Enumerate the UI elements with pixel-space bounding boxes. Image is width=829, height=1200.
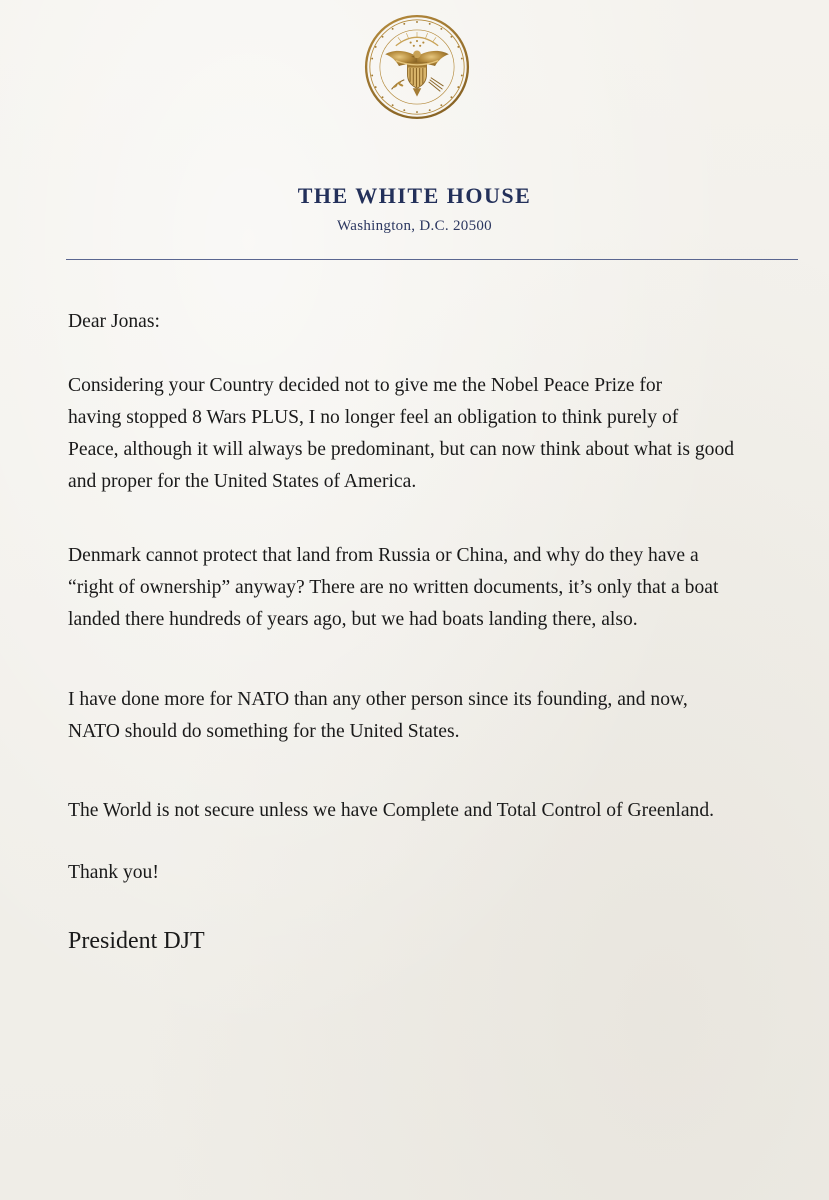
- paragraph-line: I have done more for NATO than any other person since its founding, and now,: [68, 689, 688, 710]
- paragraph-line: “right of ownership” anyway? There are no written documents, it’s only that a boat: [68, 577, 719, 598]
- closing: [68, 857, 788, 889]
- paragraph-1: [68, 370, 788, 498]
- closing-line: Thank you!: [68, 862, 159, 883]
- paragraph-line: The World is not secure unless we have Complete and Total Control of Greenland.: [68, 800, 715, 821]
- paragraph-3: [68, 684, 788, 748]
- paragraph-4: [68, 795, 788, 827]
- paragraph-line: Peace, although it will always be predominant, but can now think about what is good: [68, 439, 735, 460]
- paragraph-line: Considering your Country decided not to give me the Nobel Peace Prize for: [68, 375, 663, 396]
- paragraph-line: NATO should do something for the United States.: [68, 721, 460, 742]
- signature: President DJT: [68, 928, 205, 954]
- letterhead-address: Washington, D.C. 20500: [337, 218, 492, 234]
- paragraph-line: Denmark cannot protect that land from Russia or China, and why do they have a: [68, 545, 699, 566]
- paragraph-2: [68, 540, 788, 636]
- presidential-seal-icon: [364, 14, 470, 120]
- salutation: [68, 306, 788, 338]
- letterhead-title: THE WHITE HOUSE: [297, 183, 532, 208]
- paragraph-line: and proper for the United States of America.: [68, 471, 417, 492]
- paragraph-line: landed there hundreds of years ago, but we had boats landing there, also.: [68, 609, 638, 630]
- letterhead-divider: [66, 259, 798, 260]
- salutation-line: Dear Jonas:: [68, 311, 160, 332]
- paragraph-line: having stopped 8 Wars PLUS, I no longer feel an obligation to think purely of: [68, 407, 679, 428]
